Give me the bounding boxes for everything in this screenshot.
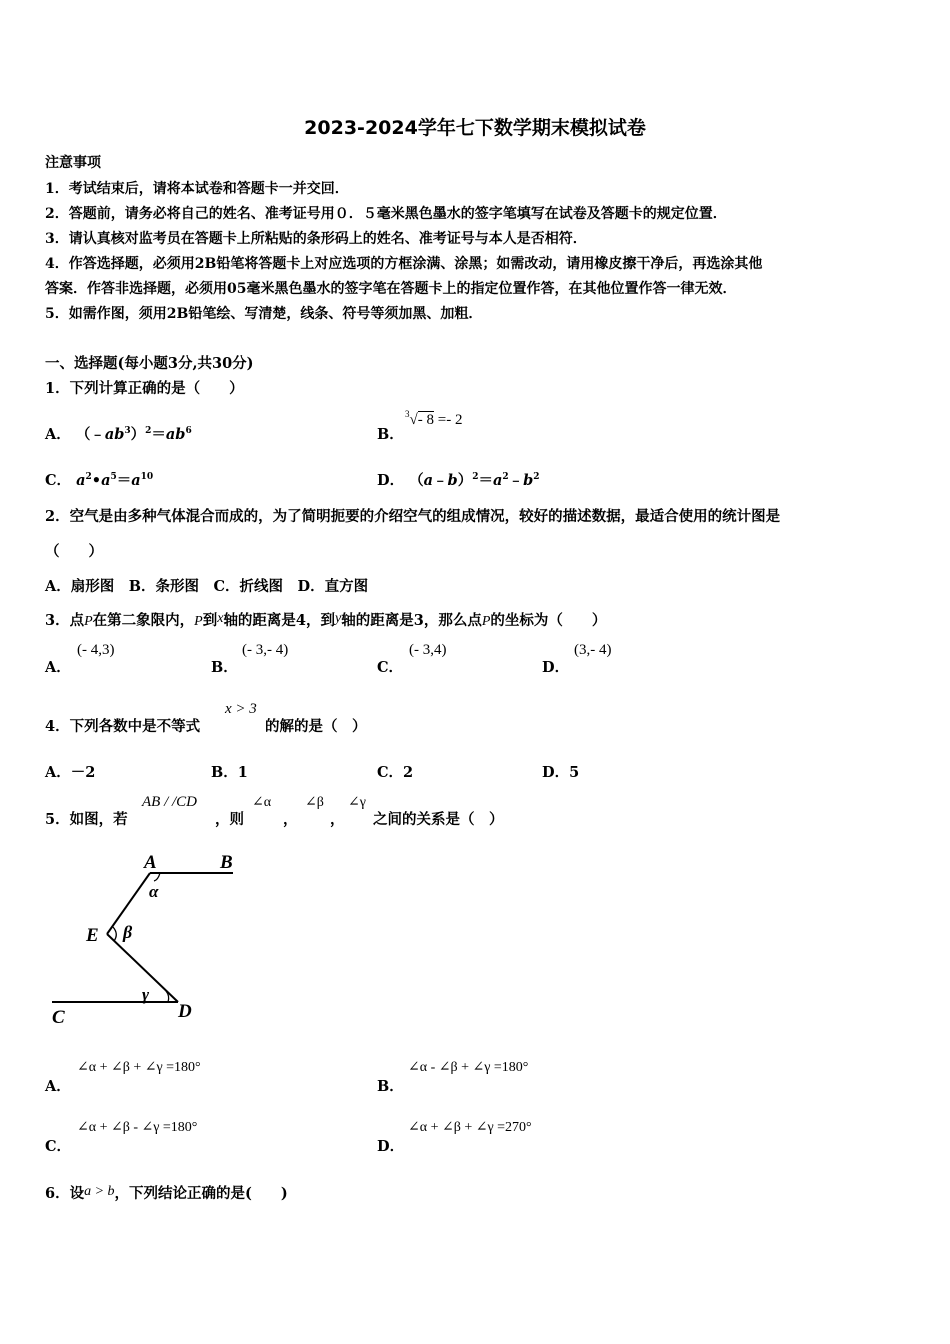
question-4-stem-start: 4．下列各数中是不等式 bbox=[45, 718, 201, 735]
point-c-label: C bbox=[52, 1007, 65, 1028]
question-4-option-d: D．5 bbox=[542, 764, 580, 781]
question-5-option-c-value: ∠α + ∠β - ∠γ =180° bbox=[77, 1120, 198, 1135]
question-3-stem: 3．点P在第二象限内，P到x轴的距离是4，到y轴的距离是3，那么点P的坐标为（ ） bbox=[45, 611, 607, 629]
question-1-option-b-expr: $^3$√- 8 =- 2 bbox=[405, 409, 463, 428]
question-5-beta: ∠β bbox=[305, 795, 324, 810]
question-1-option-d: D． $(a﹣b)^2=a^2﹣b^2$ bbox=[377, 472, 540, 489]
question-3-option-a-value: (- 4,3) bbox=[77, 642, 115, 658]
question-5-condition: AB / /CD bbox=[142, 794, 197, 810]
point-d-label: D bbox=[178, 1001, 192, 1022]
question-4-stem-end: 的解的是（ ） bbox=[265, 718, 367, 735]
question-5-stem-start: 5．如图，若 bbox=[45, 811, 128, 828]
question-6-stem: 6．设a > b，下列结论正确的是( ) bbox=[45, 1184, 288, 1202]
question-2-options: A．扇形图 B．条形图 C．折线图 D．直方图 bbox=[45, 578, 369, 595]
question-5-option-d-label: D． bbox=[377, 1138, 405, 1155]
question-5-option-a-label: A． bbox=[45, 1078, 71, 1095]
point-a-label: A bbox=[144, 852, 157, 873]
question-5-comma: ， bbox=[330, 811, 345, 828]
question-5-option-a-value: ∠α + ∠β + ∠γ =180° bbox=[77, 1060, 201, 1075]
question-3-option-b-value: (- 3,- 4) bbox=[242, 642, 289, 658]
notice-item: 3．请认真核对监考员在答题卡上所粘贴的条形码上的姓名、准考证号与本人是否相符． bbox=[45, 231, 587, 247]
question-1-option-a: A． $(﹣ab^3)^2=ab^6$ bbox=[45, 426, 192, 443]
question-1-option-c: C． $a^2•a^5=a^{10}$ bbox=[45, 472, 154, 489]
question-5-comma: ， bbox=[283, 811, 298, 828]
question-5-gamma: ∠γ bbox=[348, 795, 366, 810]
notice-item: 2．答题前，请务必将自己的姓名、准考证号用０．５毫米黑色墨水的签字笔填写在试卷及答题卡的规定位置． bbox=[45, 206, 727, 222]
notice-item: 答案．作答非选择题，必须用05毫米黑色墨水的签字笔在答题卡上的指定位置作答，在其他位置作答一律无效． bbox=[45, 281, 737, 297]
question-3-option-b-label: B． bbox=[211, 659, 238, 676]
angle-gamma-label: γ bbox=[142, 985, 150, 1004]
question-3-option-a-label: A． bbox=[45, 659, 71, 676]
notice-heading: 注意事项 bbox=[45, 155, 101, 171]
notice-item: 4．作答选择题，必须用2B铅笔将答题卡上对应选项的方框涂满、涂黑；如需改动，请用橡皮擦干净后，再选涂其他 bbox=[45, 256, 763, 272]
question-5-stem-end: 之间的关系是（ ） bbox=[373, 811, 504, 828]
question-5-option-b-label: B． bbox=[377, 1078, 404, 1095]
question-5-then: ，则 bbox=[215, 811, 244, 828]
question-5-figure bbox=[40, 845, 250, 1030]
question-5-option-c-label: C． bbox=[45, 1138, 72, 1155]
angle-alpha-label: α bbox=[149, 882, 159, 901]
question-5-option-b-value: ∠α - ∠β + ∠γ =180° bbox=[408, 1060, 529, 1075]
question-3-option-c-label: C． bbox=[377, 659, 404, 676]
question-5-option-d-value: ∠α + ∠β + ∠γ =270° bbox=[408, 1120, 532, 1135]
point-b-label: B bbox=[220, 852, 233, 873]
angle-beta-label: β bbox=[123, 922, 133, 942]
section-heading: 一、选择题(每小题3分,共30分) bbox=[45, 355, 254, 372]
question-3-option-d-value: (3,- 4) bbox=[574, 642, 612, 658]
question-2-paren: （ ） bbox=[45, 543, 103, 560]
question-3-option-d-label: D． bbox=[542, 659, 570, 676]
question-4-option-c: C．2 bbox=[377, 764, 414, 781]
page-title: 2023-2024学年七下数学期末模拟试卷 bbox=[304, 117, 646, 139]
question-4-option-a: A．－2 bbox=[45, 764, 96, 781]
angle-alpha-arc bbox=[154, 873, 160, 881]
question-1-stem: 1．下列计算正确的是（ ） bbox=[45, 380, 244, 397]
question-3-option-c-value: (- 3,4) bbox=[409, 642, 447, 658]
question-5-alpha: ∠α bbox=[252, 795, 272, 810]
notice-item: 1．考试结束后，请将本试卷和答题卡一并交回． bbox=[45, 181, 349, 197]
question-4-option-b: B．1 bbox=[211, 764, 248, 781]
question-2-stem: 2．空气是由多种气体混合而成的，为了简明扼要的介绍空气的组成情况，较好的描述数据，最适合使用的统计图是 bbox=[45, 508, 781, 525]
notice-item: 5．如需作图，须用2B铅笔绘、写清楚，线条、符号等须加黑、加粗． bbox=[45, 306, 483, 322]
question-4-inequality: x > 3 bbox=[225, 701, 257, 717]
question-1-option-b: B． bbox=[377, 426, 404, 443]
point-e-label: E bbox=[86, 925, 99, 946]
